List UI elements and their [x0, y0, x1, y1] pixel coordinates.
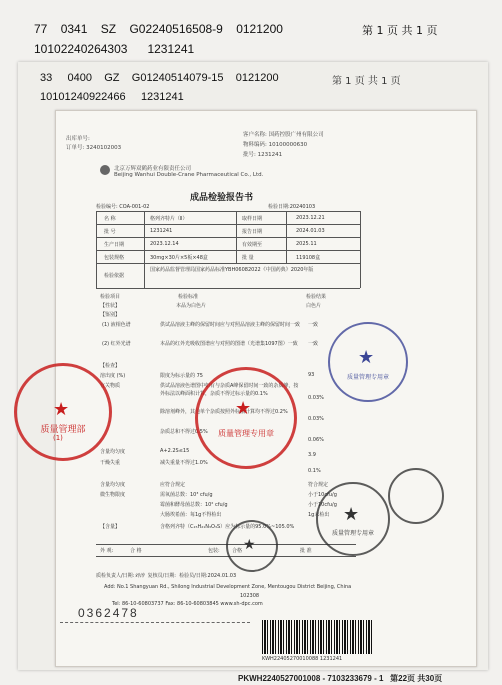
item-6-name: 有关物质: [100, 383, 121, 389]
item-5-name: 溶出度 (%): [100, 373, 126, 379]
star-icon: ★: [235, 398, 252, 419]
item-9-name: 含量均匀度: [100, 449, 126, 455]
conclusion-approve: 批 准: [300, 548, 312, 554]
item-11-name: 含量均匀度: [100, 482, 126, 488]
star-icon: ★: [343, 504, 360, 525]
barcode: [262, 620, 372, 654]
report-title: 成品检验报告书: [190, 193, 254, 203]
item-3-name: (2) 红外光谱: [102, 341, 131, 347]
item-10-name: 干燥失重: [100, 460, 121, 466]
item-7-standard: 除溶剂峰外，其他单个杂质按照外标法计算均不得过0.2%: [160, 409, 288, 415]
report-date-label: 检验日期:20240103: [268, 204, 316, 210]
item-10-standard: 减失重量不得过1.0%: [160, 460, 208, 466]
item-15-standard: 含格列齐特（C₁₅H₂₁N₃O₃S）应为标示量的95.0%~105.0%: [160, 524, 295, 530]
stamp-quality-dept: [14, 363, 112, 461]
item-5-result: 93: [308, 372, 315, 378]
stamp-small-dark: [226, 520, 278, 572]
info-r0-label: 名 称: [104, 216, 116, 222]
item-4-name: 【检查】: [100, 363, 121, 369]
conclusion-package-value: 合格: [232, 548, 243, 554]
company-cn: 北京万辉双鹤药业有限责任公司: [114, 166, 192, 172]
top-header-line1: 77 0341 SZ G02240516508-9 0121200: [34, 22, 283, 36]
item-5-standard: 限度为标示量的 75: [160, 373, 203, 379]
item-3-standard: 本品的红外光吸收图谱应与对照的图谱（光谱集1097图）一致: [160, 341, 298, 347]
items-header-standard: 检验标准: [178, 294, 199, 300]
info-r2-label2: 有效期至: [242, 242, 263, 248]
basis-text: 国家药品监督管理局国家药品标准YBH06082022《中国药典》2020年版: [150, 267, 314, 273]
company-logo: [100, 165, 110, 175]
item-3-result: 一致: [308, 341, 319, 347]
item-10-result: 0.1%: [308, 468, 321, 474]
item-12-standard: 需氧菌总数：10³ cfu/g: [160, 492, 213, 498]
item-0-standard: 本品为白色片: [176, 303, 207, 309]
stamp-dark: [316, 482, 390, 556]
right-meta-3: 批号: 1231241: [243, 152, 283, 158]
stamp-blue-text: 质量管理专用章: [346, 374, 389, 381]
item-1-name: 【鉴别】: [100, 312, 121, 318]
footer-roles: 质检负责人/日期:刘涛 复核员/日期: 检验员/日期:2024.01.03: [96, 573, 237, 579]
item-8-result: 0.06%: [308, 437, 324, 443]
info-r2-value2: 2025.11: [296, 241, 317, 247]
item-13-standard: 霉菌和酵母菌总数：10² cfu/g: [160, 502, 228, 508]
tel-fax: Tel: 86-10-60803737 Fax: 86-10-60803845 www.sh-dpc.com: [112, 601, 263, 607]
info-r0-label2: 取样日期: [242, 216, 263, 222]
bottom-dashed-line: [60, 622, 250, 623]
right-meta-2: 物料编码: 10100000630: [243, 142, 308, 148]
item-2-standard: 供试品溶液主峰的保留时间应与对照品溶液主峰的保留时间一致: [160, 322, 301, 328]
stamp-quality-special: [195, 367, 297, 469]
star-icon: ★: [53, 399, 70, 420]
right-meta-1: 客户名称: 国药控股广州有限公司: [243, 132, 324, 138]
final-line: PKWH2240527001008 - 7103233679 - 1 第22页 共30页: [238, 674, 443, 683]
info-r3-label: 包装规格: [104, 255, 125, 261]
item-6-standard: 供试品溶液色谱图中如有与杂质A峰保留时间一致的杂质峰，按外标法以峰面积计算，杂质不得过标示量的0.1%: [160, 383, 299, 397]
stamp-blue: [328, 322, 408, 402]
report-no: 检验编号: COA-001-02: [96, 204, 150, 210]
item-12-result: 小于10cfu/g: [308, 492, 337, 498]
stamp-quality-special-text: 质量管理专用章: [218, 429, 274, 438]
star-icon: ★: [358, 347, 375, 368]
stamp-quality-dept-sub: (1): [53, 434, 63, 442]
item-2-name: (1) 液相色谱: [102, 322, 131, 328]
company-en: Beijing Wanhui Double-Crane Pharmaceutical Co., Ltd.: [114, 172, 264, 178]
item-9-standard: A+2.2S≤15: [160, 448, 190, 454]
item-6-result: 0.03%: [308, 395, 324, 401]
items-header-project: 检验项目: [100, 294, 121, 300]
basis-label: 检验依据: [104, 273, 125, 279]
conclusion-appearance-label: 外 观:: [100, 548, 114, 554]
info-r1-label2: 报告日期: [242, 229, 263, 235]
info-r2-value: 2023.12.14: [150, 241, 179, 247]
item-15-name: 【含量】: [100, 524, 121, 530]
star-icon: ★: [243, 537, 256, 553]
conclusion-appearance-value: 合 格: [130, 548, 142, 554]
second-header-line2: 10101240922466 1231241: [40, 91, 184, 103]
info-r0-value2: 2023.12.21: [296, 215, 325, 221]
stamp-quality-dept-text: 质量管理部: [40, 425, 86, 435]
item-13-result: 小于10cfu/g: [308, 502, 337, 508]
item-12-name: 微生物限度: [100, 492, 126, 498]
address: Add: No.1 Shangyuan Rd., Shilong Industrial Development Zone, Mentougou District Beijing, China: [104, 584, 352, 590]
barcode-text: KWH22405270010088 1231241: [262, 656, 343, 662]
left-meta-2: 订单号: 3240102003: [66, 145, 122, 151]
stamp-right-dark: [388, 468, 444, 524]
item-0-result: 白色片: [306, 303, 322, 309]
second-page-label: 第 1 页 共 1 页: [332, 76, 401, 87]
item-11-result: 符合规定: [308, 482, 329, 488]
item-14-standard: 大肠埃希菌：每1g不得检出: [160, 512, 222, 518]
info-r3-value2: 119108盒: [296, 255, 321, 261]
item-7-result: 0.03%: [308, 416, 324, 422]
item-11-standard: 应符合规定: [160, 482, 186, 488]
info-r0-value: 格列齐特片（Ⅱ）: [150, 216, 188, 222]
info-r2-label: 生产日期: [104, 242, 125, 248]
items-header-result: 检验结果: [306, 294, 327, 300]
left-meta-1: 出库单号:: [66, 136, 90, 142]
info-r1-value2: 2024.01.03: [296, 228, 325, 234]
top-page-label: 第 1 页 共 1 页: [362, 24, 438, 37]
second-header-line1: 33 0400 GZ G01240514079-15 0121200: [40, 72, 279, 84]
info-r3-value: 30mg×30片×5板×48盒: [150, 255, 208, 261]
postcode: 102308: [240, 593, 260, 599]
info-r1-label: 批 号: [104, 229, 116, 235]
bottom-code: 0362478: [78, 606, 139, 620]
conclusion-package-label: 包装:: [208, 548, 220, 554]
item-0-name: 【性状】: [100, 303, 121, 309]
item-9-result: 3.9: [308, 452, 316, 458]
stamp-dark-text: 质量管理专用章: [331, 530, 374, 537]
item-14-result: 1g未检出: [308, 512, 330, 518]
info-r3-label2: 批 量: [242, 255, 254, 261]
info-r1-value: 1231241: [150, 228, 173, 234]
top-header-line2: 10102240264303 1231241: [34, 42, 195, 56]
item-2-result: 一致: [308, 322, 319, 328]
item-8-standard: 杂质总和不得过0.5%: [160, 429, 208, 435]
